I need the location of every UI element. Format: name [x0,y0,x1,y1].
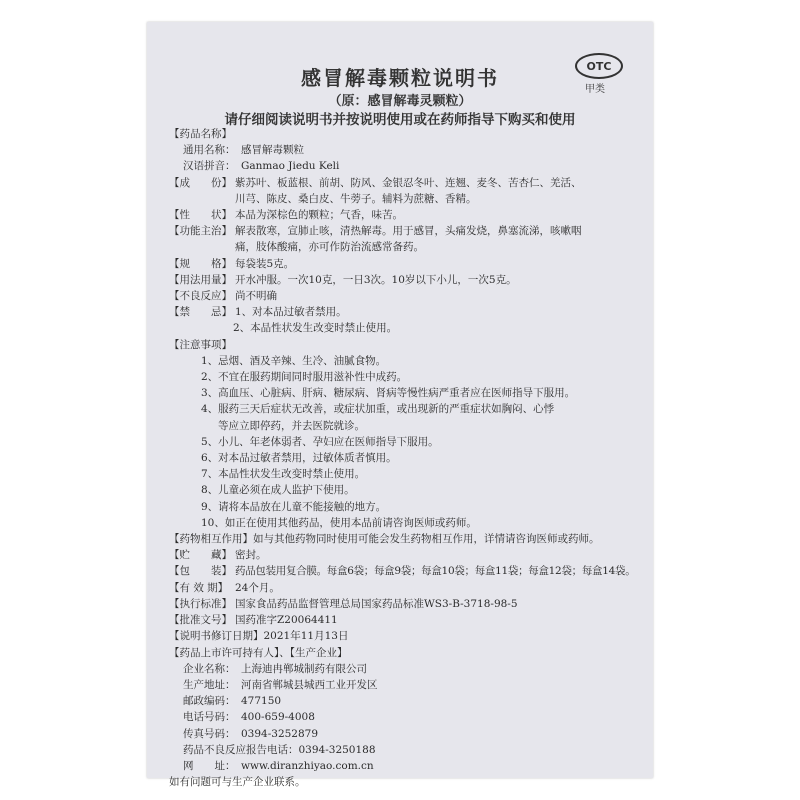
dosage-value: 开水冲服。一次10克，一日3次。10岁以下小儿，一次5克。 [235,273,517,286]
adr-phone-row [169,742,639,758]
contraindications-item1: 1、对本品过敏者禁用。 [235,306,347,319]
validity-value: 24个月。 [235,581,280,594]
footer-note: 如有问题可与生产企业联系。 [169,776,306,789]
insert-body [169,126,639,790]
precaution-item: 7、本品性状发生改变时禁止使用。 [201,468,366,481]
postcode-row [169,693,639,709]
indications-row [169,223,639,239]
interactions-label: 【药物相互作用】 [169,533,253,546]
standard-label: 【执行标准】 [169,597,232,610]
specification-value: 每袋装5克。 [235,257,295,270]
website-label: 网 址： [183,759,236,772]
properties-value: 本品为深棕色的颗粒；气香，味苦。 [235,209,403,222]
generic-name-value: 感冒解毒颗粒 [241,144,304,157]
package-label: 【包 装】 [169,565,232,578]
package-insert-sheet [147,22,653,789]
precaution-item: 2、不宜在服药期间同时服用滋补性中成药。 [201,371,408,384]
phone-value: 400-659-4008 [241,711,315,724]
company-label: 企业名称： [183,662,236,675]
fax-label: 传真号码： [183,727,236,740]
standard-value: 国家食品药品监督管理总局国家药品标准WS3-B-3718-98-5 [235,597,518,610]
precaution-item-continued: 等应立即停药，并去医院就诊。 [218,419,365,432]
specification-label: 【规 格】 [169,257,232,270]
fax-value: 0394-3252879 [241,727,319,740]
ingredients-label: 【成 份】 [169,176,232,189]
properties-row [169,207,639,223]
precaution-item: 3、高血压、心脏病、肝病、糖尿病、肾病等慢性病严重者应在医师指导下服用。 [201,387,576,400]
precaution-item: 1、忌烟、酒及辛辣、生冷、油腻食物。 [201,354,387,367]
postcode-label: 邮政编码： [183,695,236,708]
indications-label: 【功能主治】 [169,225,232,238]
address-label: 生产地址： [183,678,236,691]
properties-label: 【性 状】 [169,209,232,222]
company-value: 上海迪冉郸城制药有限公司 [241,662,367,675]
ingredients-line2: 川芎、陈皮、桑白皮、牛蒡子。辅料为蔗糖、香精。 [235,192,477,205]
precaution-item: 8、儿童必须在成人监护下使用。 [201,484,355,497]
name-section-header: 【药品名称】 [169,128,232,140]
approval-row [169,612,639,628]
precaution-item: 5、小儿、年老体弱者、孕妇应在医师指导下服用。 [201,435,439,448]
contraindications-item2: 2、本品性状发生改变时禁止使用。 [233,322,398,335]
usage-instruction: 请仔细阅读说明书并按说明使用或在药师指导下购买和使用 [224,112,576,128]
otc-class-label: 甲类 [585,84,605,95]
precautions-header: 【注意事项】 [169,338,232,351]
dosage-row [169,272,639,288]
otc-badge: OTC [575,53,623,79]
storage-value: 密封。 [235,549,267,562]
fax-row [169,726,639,742]
address-value: 河南省郸城县城西工业开发区 [241,678,378,691]
ingredients-row [169,175,639,191]
interactions-value: 如与其他药物同时使用可能会发生药物相互作用，详情请咨询医师或药师。 [253,533,600,546]
approval-label: 【批准文号】 [169,614,232,627]
validity-row [169,580,639,596]
generic-name-label: 通用名称： [183,144,236,157]
package-value: 药品包装用复合膜。每盒6袋；每盒9袋；每盒10袋；每盒11袋；每盒12袋；每盒14袋。 [235,565,636,578]
revision-label: 【说明书修订日期】 [169,630,264,643]
storage-label: 【贮 藏】 [169,549,232,562]
adr-phone-label: 药品不良反应报告电话： [183,743,299,756]
contraindications-row [169,304,639,320]
standard-row [169,596,639,612]
phone-label: 电话号码： [183,711,236,724]
validity-label: 【有 效 期】 [169,581,229,594]
contraindications-label: 【禁 忌】 [169,306,232,319]
indications-line1: 解表散寒，宣肺止咳，清热解毒。用于感冒，头痛发烧，鼻塞流涕，咳嗽咽 [235,225,582,238]
approval-value: 国药准字Z20064411 [235,614,338,627]
storage-row [169,547,639,563]
indications-line2: 痛，肢体酸痛，亦可作防治流感常备药。 [235,241,424,254]
document-subtitle: （原：感冒解毒灵颗粒） [328,94,472,109]
holder-header: 【药品上市许可持有人】、【生产企业】 [169,646,348,659]
adr-phone-value: 0394-3250188 [298,743,376,756]
revision-row [169,628,639,644]
adverse-label: 【不良反应】 [169,290,232,303]
interactions-row [169,531,639,547]
revision-value: 2021年11月13日 [263,630,349,643]
phone-row [169,709,639,725]
precaution-item: 4、服药三天后症状无改善，或症状加重，或出现新的严重症状如胸闷、心悸 [201,403,555,416]
address-row [169,677,639,693]
precaution-item: 9、请将本品放在儿童不能接触的地方。 [201,500,387,513]
ingredients-line1: 紫苏叶、板蓝根、前胡、防风、金银忍冬叶、连翘、麦冬、苦杏仁、羌活、 [235,176,582,189]
postcode-value: 477150 [241,695,282,708]
adverse-row [169,288,639,304]
document-title: 感冒解毒颗粒说明书 [301,66,499,90]
dosage-label: 【用法用量】 [169,273,232,286]
pinyin-label: 汉语拼音： [183,160,236,173]
company-row [169,661,639,677]
specification-row [169,256,639,272]
pinyin-value: Ganmao Jiedu Keli [241,160,340,173]
generic-name-row [169,142,639,158]
precaution-item: 10、如正在使用其他药品，使用本品前请咨询医师或药师。 [201,516,477,529]
package-row [169,563,639,579]
website-value: www.diranzhiyao.com.cn [241,759,374,772]
precaution-item: 6、对本品过敏者禁用，过敏体质者慎用。 [201,452,397,465]
pinyin-row [169,158,639,174]
website-row [169,758,639,774]
adverse-value: 尚不明确 [235,290,277,303]
